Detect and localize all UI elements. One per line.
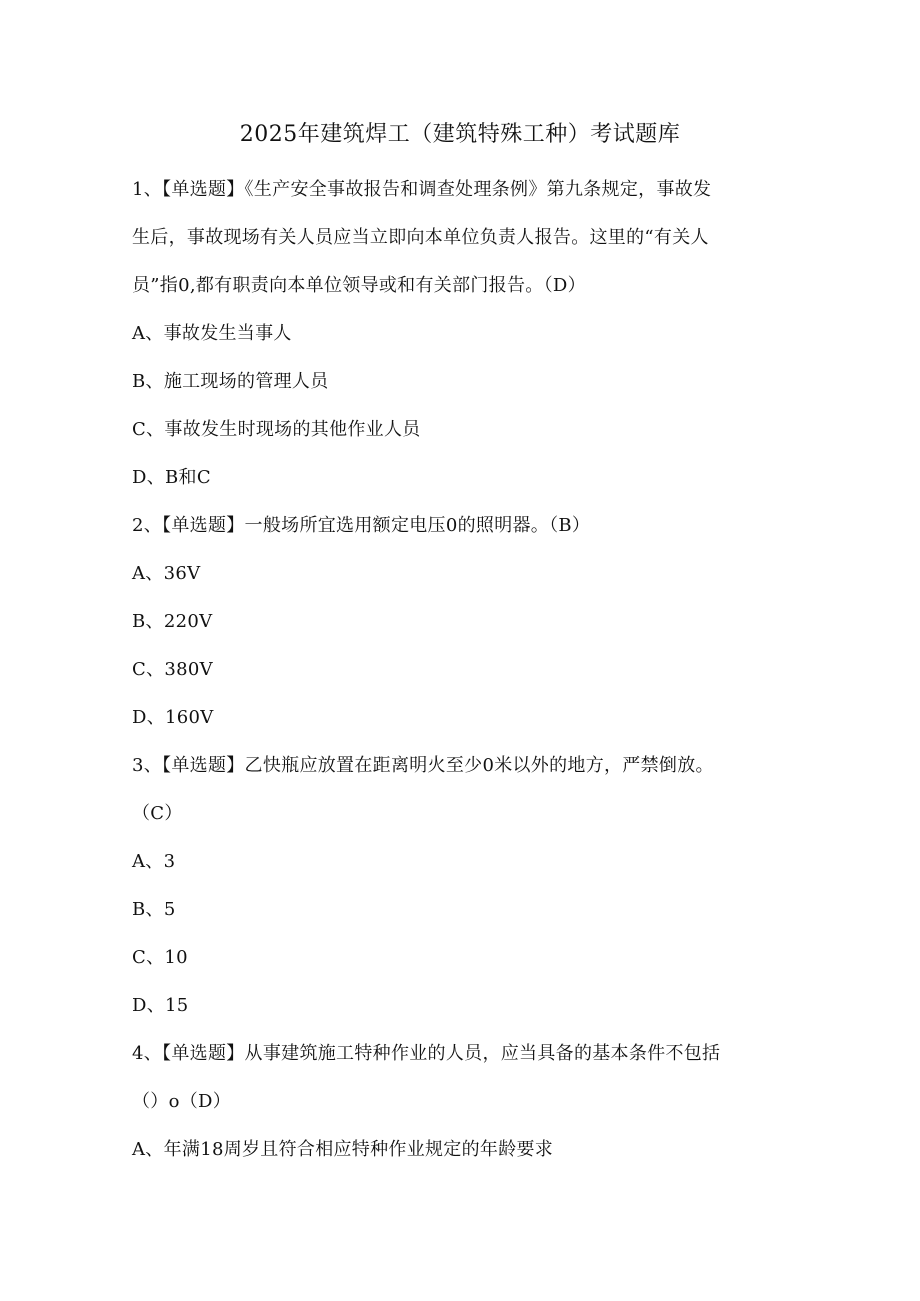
question-text-line: 3、【单选题】乙快瓶应放置在距离明火至少0米以外的地方，严禁倒放。 [132, 755, 714, 776]
answer-option: D、15 [132, 995, 189, 1016]
question-list [132, 166, 792, 1174]
answer-option: B、220V [132, 611, 213, 632]
question-text-line: 1、【单选题】《生产安全事故报告和调查处理条例》第九条规定，事故发 [132, 179, 712, 200]
answer-option: C、10 [132, 947, 188, 968]
question-4 [132, 1030, 792, 1174]
answer-option: C、事故发生时现场的其他作业人员 [132, 419, 421, 440]
question-2 [132, 502, 792, 742]
answer-option: B、施工现场的管理人员 [132, 371, 329, 392]
question-1 [132, 166, 792, 502]
question-text-line: （）o（D） [132, 1091, 232, 1112]
answer-option: C、380V [132, 659, 213, 680]
answer-option: D、B和C [132, 467, 211, 488]
answer-option: D、160V [132, 707, 214, 728]
answer-option: A、36V [132, 563, 201, 584]
question-text-line: 生后，事故现场有关人员应当立即向本单位负责人报告。这里的“有关人 [132, 227, 709, 248]
question-text-line: 员”指0,都有职责向本单位领导或和有关部门报告。（D） [132, 275, 586, 296]
question-text-line: （C） [132, 803, 183, 824]
answer-option: B、5 [132, 899, 176, 920]
question-text-line: 4、【单选题】从事建筑施工特种作业的人员，应当具备的基本条件不包括 [132, 1043, 721, 1064]
answer-option: A、年满18周岁且符合相应特种作业规定的年龄要求 [132, 1139, 554, 1160]
answer-option: A、3 [132, 851, 176, 872]
answer-option: A、事故发生当事人 [132, 323, 292, 344]
question-3 [132, 742, 792, 1030]
document-title: 2025年建筑焊工（建筑特殊工种）考试题库 [239, 122, 681, 147]
question-text-line: 2、【单选题】一般场所宜选用额定电压0的照明器。（B） [132, 515, 591, 536]
